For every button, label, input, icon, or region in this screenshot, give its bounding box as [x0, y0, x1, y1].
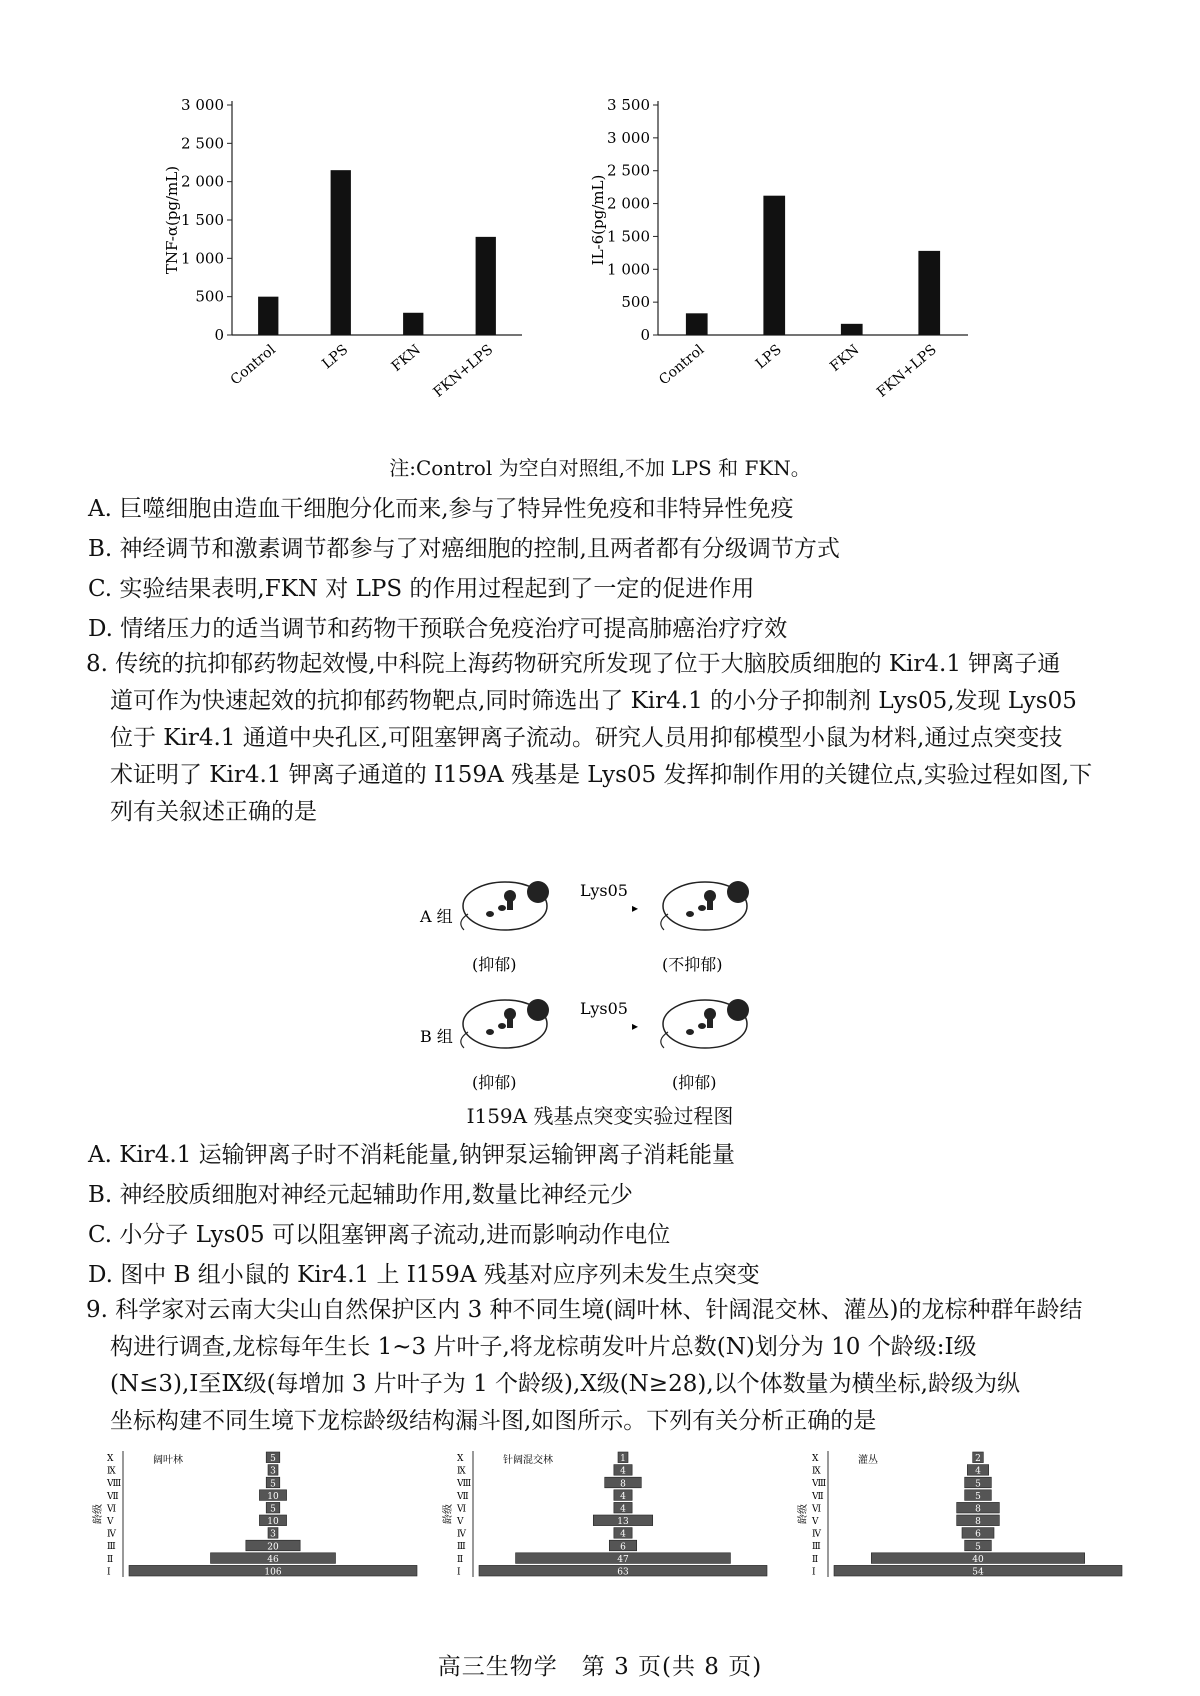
- q9-stem: [88, 1292, 1148, 1440]
- funnel-bar-value: 106: [264, 1567, 282, 1578]
- funnel-bar-value: 4: [620, 1529, 626, 1540]
- age-class-label: Ⅷ: [812, 1479, 827, 1490]
- age-class-label: Ⅶ: [812, 1491, 824, 1502]
- group-a-label: A 组: [420, 907, 453, 926]
- funnel-bar-value: 5: [270, 1504, 276, 1515]
- x-tick-label: Control: [656, 341, 708, 389]
- mouse-b-after: [661, 999, 749, 1048]
- y-tick-label: 2 000: [181, 172, 224, 191]
- bar: [686, 313, 708, 335]
- funnel-broadleaf: [95, 1447, 435, 1597]
- y-tick-label: 0: [214, 326, 224, 344]
- funnel-shrubland: [800, 1447, 1140, 1597]
- age-class-label: Ⅲ: [457, 1542, 466, 1553]
- drug-label-b: Lys05: [580, 999, 628, 1018]
- chart-note: 注:Control 为空白对照组,不加 LPS 和 FKN。: [389, 456, 811, 480]
- funnel-bar-value: 3: [270, 1466, 276, 1477]
- funnel-bar-value: 10: [267, 1517, 279, 1528]
- q9-line: 构进行调查,龙棕每年生长 1~3 片叶子,将龙棕萌发叶片总数(N)划分为 10 个龄级:Ⅰ级: [110, 1334, 977, 1360]
- funnel-bar-value: 1: [620, 1454, 626, 1465]
- bar: [476, 237, 496, 335]
- y-axis-label: IL-6(pg/mL): [589, 174, 607, 266]
- funnel-bar-value: 5: [975, 1491, 981, 1502]
- mouse-b-before: [461, 999, 549, 1048]
- y-tick-label: 2 500: [607, 161, 650, 180]
- bar: [258, 297, 278, 335]
- age-class-label: Ⅰ: [107, 1567, 111, 1578]
- funnel-bar-value: 47: [617, 1554, 629, 1565]
- bar: [403, 313, 423, 335]
- funnel-bar-value: 8: [620, 1479, 626, 1490]
- age-class-label: Ⅳ: [812, 1529, 821, 1540]
- age-class-label: Ⅸ: [812, 1466, 821, 1477]
- age-class-label: Ⅶ: [107, 1491, 119, 1502]
- funnel-bar-value: 5: [270, 1454, 276, 1465]
- age-class-label: Ⅲ: [812, 1542, 821, 1553]
- funnel-mixed-forest: [445, 1447, 785, 1597]
- funnel-y-label: 龄级: [798, 1504, 809, 1524]
- age-class-label: Ⅱ: [457, 1554, 464, 1565]
- drug-label-a: Lys05: [580, 881, 628, 900]
- age-class-label: Ⅴ: [812, 1517, 819, 1527]
- funnel-bar-value: 8: [975, 1504, 981, 1515]
- y-tick-label: 1 000: [181, 249, 224, 268]
- y-tick-label: 500: [195, 287, 224, 306]
- y-tick-label: 3 000: [181, 96, 224, 114]
- age-class-label: Ⅹ: [457, 1454, 464, 1464]
- mouse-a-before: [461, 881, 549, 930]
- q9-line: 9. 科学家对云南大尖山自然保护区内 3 种不同生境(阔叶林、针阔混交林、灌丛)的龙棕种群年龄结: [86, 1297, 1083, 1323]
- age-class-label: Ⅷ: [107, 1479, 122, 1490]
- group-b-label: B 组: [420, 1027, 453, 1046]
- funnel-bar-value: 8: [975, 1517, 981, 1528]
- age-class-label: Ⅴ: [107, 1517, 114, 1527]
- funnel-y-label: 龄级: [93, 1504, 104, 1524]
- arrow-b: ▸: [632, 1019, 639, 1033]
- x-tick-label: FKN+LPS: [874, 341, 940, 401]
- age-class-label: Ⅱ: [812, 1554, 819, 1565]
- age-class-label: Ⅰ: [812, 1567, 816, 1578]
- x-tick-label: LPS: [319, 341, 352, 373]
- y-axis-label: TNF-α(pg/mL): [163, 165, 181, 275]
- q8-line: 列有关叙述正确的是: [110, 799, 317, 825]
- y-tick-label: 3 500: [607, 96, 650, 114]
- q9-line: (N≤3),Ⅰ至Ⅸ级(每增加 3 片叶子为 1 个龄级),Ⅹ级(N≥28),以个体数量为横坐标,龄级为纵: [110, 1371, 1020, 1397]
- figure-caption: I159A 残基点突变实验过程图: [466, 1104, 734, 1128]
- age-class-label: Ⅴ: [457, 1517, 464, 1527]
- age-class-label: Ⅷ: [457, 1479, 472, 1490]
- x-tick-label: FKN+LPS: [430, 341, 497, 401]
- funnel-title: 阔叶林: [153, 1455, 183, 1466]
- funnel-bar-value: 2: [975, 1454, 981, 1465]
- funnel-bar-value: 4: [620, 1491, 626, 1502]
- age-class-label: Ⅹ: [812, 1454, 819, 1464]
- age-class-label: Ⅵ: [812, 1504, 822, 1515]
- y-tick-label: 1 500: [607, 227, 650, 246]
- age-class-label: Ⅶ: [457, 1491, 469, 1502]
- q8-line: 术证明了 Kir4.1 钾离子通道的 I159A 残基是 Lys05 发挥抑制作用的关键位点,实验过程如图,下: [110, 762, 1093, 788]
- funnel-bar-value: 5: [975, 1479, 981, 1490]
- q8-option-a: A. Kir4.1 运输钾离子时不消耗能量,钠钾泵运输钾离子消耗能量: [88, 1142, 735, 1168]
- funnel-bar-value: 10: [267, 1491, 279, 1502]
- x-tick-label: Control: [227, 341, 279, 389]
- x-tick-label: FKN: [827, 341, 863, 375]
- age-class-label: Ⅰ: [457, 1567, 461, 1578]
- q9-line: 坐标构建不同生境下龙棕龄级结构漏斗图,如图所示。下列有关分析正确的是: [110, 1408, 877, 1434]
- bar: [841, 324, 863, 335]
- q8-option-c: C. 小分子 Lys05 可以阻塞钾离子流动,进而影响动作电位: [88, 1222, 671, 1248]
- funnel-bar-value: 4: [620, 1466, 626, 1477]
- age-class-label: Ⅸ: [457, 1466, 466, 1477]
- funnel-bar-value: 3: [270, 1529, 276, 1540]
- funnel-bar-value: 63: [617, 1567, 629, 1578]
- funnel-bar-value: 46: [267, 1554, 279, 1565]
- x-tick-label: FKN: [388, 341, 424, 375]
- arrow-a: ▸: [632, 901, 639, 915]
- q7-option-d: D. 情绪压力的适当调节和药物干预联合免疫治疗可提高肺癌治疗疗效: [88, 616, 788, 642]
- y-tick-label: 1 000: [607, 260, 650, 279]
- age-class-label: Ⅸ: [107, 1466, 116, 1477]
- q7-option-b: B. 神经调节和激素调节都参与了对癌细胞的控制,且两者都有分级调节方式: [88, 536, 840, 562]
- y-tick-label: 500: [621, 293, 650, 312]
- funnel-bar-value: 20: [267, 1542, 279, 1553]
- b-after-label: (抑郁): [672, 1073, 717, 1092]
- age-class-label: Ⅳ: [107, 1529, 116, 1540]
- q7-option-a: A. 巨噬细胞由造血干细胞分化而来,参与了特异性免疫和非特异性免疫: [88, 496, 794, 522]
- tnf-alpha-chart: [150, 95, 530, 425]
- y-tick-label: 1 500: [181, 211, 224, 229]
- q8-option-d: D. 图中 B 组小鼠的 Kir4.1 上 I159A 残基对应序列未发生点突变: [88, 1262, 760, 1288]
- age-class-label: Ⅳ: [457, 1529, 466, 1540]
- age-class-label: Ⅲ: [107, 1542, 116, 1553]
- il6-chart: [580, 95, 1080, 425]
- q8-stem: [88, 646, 1148, 831]
- funnel-title: 针阔混交林: [503, 1455, 553, 1466]
- age-class-label: Ⅵ: [457, 1504, 467, 1515]
- q7-option-c: C. 实验结果表明,FKN 对 LPS 的作用过程起到了一定的促进作用: [88, 576, 755, 602]
- funnel-bar-value: 6: [975, 1529, 981, 1540]
- funnel-bar-value: 54: [972, 1567, 984, 1578]
- funnel-bar-value: 4: [620, 1504, 626, 1515]
- q8-line: 位于 Kir4.1 通道中央孔区,可阻塞钾离子流动。研究人员用抑郁模型小鼠为材料,通过点突变技: [110, 725, 1063, 751]
- a-before-label: (抑郁): [472, 955, 517, 974]
- mouse-a-after: [661, 881, 749, 930]
- a-after-label: (不抑郁): [662, 955, 723, 974]
- funnel-bar-value: 4: [975, 1466, 981, 1477]
- funnel-bar-value: 5: [975, 1542, 981, 1553]
- bar: [918, 251, 940, 335]
- y-tick-label: 0: [640, 326, 650, 344]
- funnel-y-label: 龄级: [443, 1504, 454, 1524]
- funnel-bar-value: 6: [620, 1542, 626, 1553]
- q8-line: 8. 传统的抗抑郁药物起效慢,中科院上海药物研究所发现了位于大脑胶质细胞的 Kir4.1 钾离子通: [86, 651, 1061, 677]
- funnel-bar-value: 40: [972, 1554, 984, 1565]
- age-class-label: Ⅱ: [107, 1554, 114, 1565]
- y-tick-label: 3 000: [607, 128, 650, 147]
- x-tick-label: LPS: [752, 341, 785, 373]
- funnel-title: 灌丛: [858, 1455, 878, 1466]
- bar: [763, 196, 785, 335]
- bar: [331, 170, 351, 335]
- mouse-experiment-figure: [420, 870, 830, 1110]
- y-tick-label: 2 000: [607, 194, 650, 213]
- q8-option-b: B. 神经胶质细胞对神经元起辅助作用,数量比神经元少: [88, 1182, 633, 1208]
- page-footer: 高三生物学 第 3 页(共 8 页): [437, 1654, 763, 1680]
- b-before-label: (抑郁): [472, 1073, 517, 1092]
- age-class-label: Ⅹ: [107, 1454, 114, 1464]
- y-tick-label: 2 500: [181, 134, 224, 153]
- funnel-bar-value: 5: [270, 1479, 276, 1490]
- age-class-label: Ⅵ: [107, 1504, 117, 1515]
- funnel-bar-value: 13: [617, 1517, 629, 1528]
- q8-line: 道可作为快速起效的抗抑郁药物靶点,同时筛选出了 Kir4.1 的小分子抑制剂 Lys05,发现 Lys05: [110, 688, 1077, 714]
